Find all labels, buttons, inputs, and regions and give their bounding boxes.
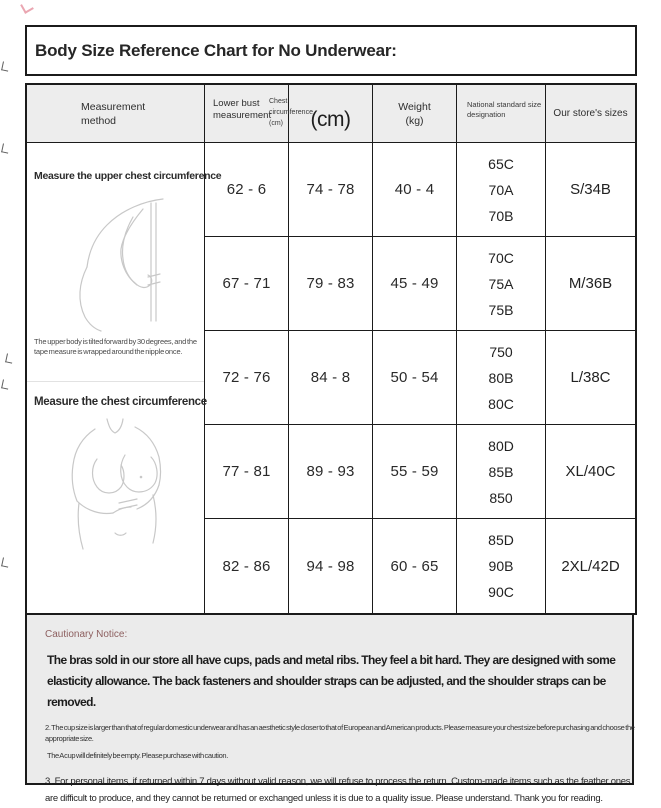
torso-figure-illustration: [49, 415, 189, 565]
cell-national-sizes: 70C 75A 75B: [457, 237, 545, 330]
upper-chest-caption: The upper body is tilted forward by 30 degrees, and the tape measure is wrapped around the nipple once.: [34, 337, 197, 356]
notice-paragraph-2: 2. The cup size is larger than that of regular domestic underwear and has an aesthetic style closer to that of European and American products. Please measure your chest size before purchasing and choose the appropriate size.: [45, 723, 635, 743]
cell-national-sizes: 80D 85B 850: [457, 425, 545, 518]
cell-lower-bust: 72 - 76: [205, 331, 288, 424]
header-lower-bust: Lower bust measurement Chest circumference (cm): [205, 85, 288, 142]
notice-label: Cautionary Notice:: [45, 629, 128, 640]
chest-heading: Measure the chest circumference: [34, 396, 207, 408]
cell-store-size: XL/40C: [546, 425, 635, 518]
cell-lower-bust: 62 - 6: [205, 143, 288, 236]
cell-chest: 79 - 83: [289, 237, 372, 330]
header-weight: Weight (kg): [373, 85, 456, 142]
cell-weight: 50 - 54: [373, 331, 456, 424]
header-cm-unit: (cm): [289, 85, 372, 142]
cell-lower-bust: 67 - 71: [205, 237, 288, 330]
notice-paragraph-4: 3. For personal items, if returned within 7 days without valid reason, we will refuse to process the return. Custom-made items such as the feather ones are difficult to produce, and they cannot be returned or exchanged unless it is due to a quality issue. Please understand. Thank you for reading.: [45, 776, 631, 804]
cell-weight: 55 - 59: [373, 425, 456, 518]
header-chest-circumference-overlap: Chest circumference (cm): [269, 98, 313, 127]
header-store-sizes: Our store's sizes: [546, 85, 635, 142]
cell-store-size: S/34B: [546, 143, 635, 236]
cell-lower-bust: 77 - 81: [205, 425, 288, 518]
cell-weight: 40 - 4: [373, 143, 456, 236]
cell-store-size: L/38C: [546, 331, 635, 424]
edge-artifact: [1, 143, 10, 153]
cell-lower-bust: 82 - 86: [205, 519, 288, 613]
method-divider: [27, 381, 204, 382]
red-edge-artifact: [20, 0, 34, 14]
edge-artifact: [1, 557, 10, 567]
edge-artifact: [1, 61, 10, 71]
notice-paragraph-3: The A cup will definitely be empty. Please purchase with caution.: [47, 751, 228, 760]
cell-national-sizes: 750 80B 80C: [457, 331, 545, 424]
cell-chest: 89 - 93: [289, 425, 372, 518]
measurement-method-panel: [27, 143, 222, 613]
upper-chest-heading: Measure the upper chest circumference: [34, 170, 222, 182]
header-measurement-method: Measurement method: [27, 85, 204, 142]
cell-chest: 94 - 98: [289, 519, 372, 613]
cell-national-sizes: 65C 70A 70B: [457, 143, 545, 236]
cell-weight: 45 - 49: [373, 237, 456, 330]
edge-artifact: [1, 379, 10, 389]
size-table: [25, 83, 637, 615]
cautionary-notice-panel: [25, 615, 635, 804]
cell-weight: 60 - 65: [373, 519, 456, 613]
edge-artifact: [5, 353, 14, 363]
cell-store-size: M/36B: [546, 237, 635, 330]
cell-chest: 84 - 8: [289, 331, 372, 424]
cell-chest: 74 - 78: [289, 143, 372, 236]
title-box: [25, 25, 637, 76]
cell-store-size: 2XL/42D: [546, 519, 635, 613]
cell-national-sizes: 85D 90B 90C: [457, 519, 545, 613]
page-title: Body Size Reference Chart for No Underwear:: [35, 40, 397, 60]
notice-paragraph-1: The bras sold in our store all have cups, pads and metal ribs. They feel a bit hard. They are designed with some elasticity allowance. The back fasteners and shoulder straps can be adjusted, and the shoulder straps can be removed.: [47, 653, 616, 709]
bending-figure-illustration: [45, 191, 185, 333]
header-national-standard: National standard size designation: [457, 85, 545, 142]
